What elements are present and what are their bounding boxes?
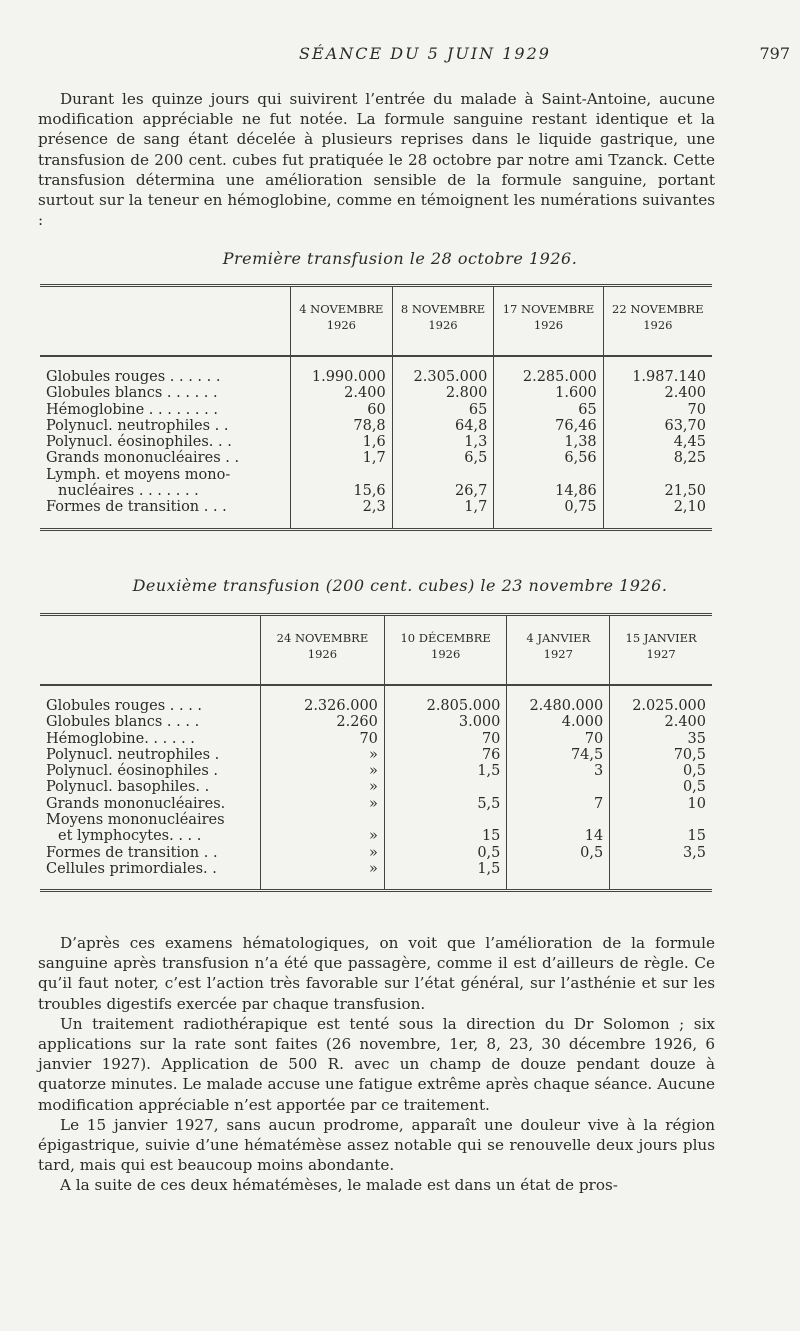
cell-value — [392, 467, 494, 483]
cell-value: 0,5 — [384, 845, 507, 861]
table-row — [40, 779, 712, 795]
cell-value: 0,5 — [610, 763, 712, 779]
cell-value — [507, 861, 610, 877]
cell-value: 6,5 — [392, 450, 494, 466]
table2-col-header — [610, 615, 712, 686]
table-spacer — [40, 685, 712, 698]
row-label: Globules blancs . . . . . . — [46, 385, 218, 402]
cell-value: 1,7 — [291, 450, 393, 466]
intro-paragraph — [38, 89, 715, 230]
cell-value: 2.800 — [392, 385, 494, 401]
table-row — [40, 845, 712, 861]
table-first-transfusion — [40, 284, 712, 531]
cell-value: 10 — [610, 796, 712, 812]
table-row — [40, 731, 712, 747]
cell-value — [494, 467, 603, 483]
col-date: 10 DÉCEMBRE — [400, 631, 491, 645]
cell-value: 60 — [291, 402, 393, 418]
table-row — [40, 747, 712, 763]
table-row — [40, 434, 712, 450]
paragraph: Le 15 janvier 1927, sans aucun prodrome, apparaît une douleur vive à la région épigastrique, suivie d’une hématémèse assez notable qui se renouvelle deux jours plus tard, mais qui est beaucoup moins abondante. — [38, 1115, 715, 1175]
col-year: 1926 — [428, 318, 458, 332]
page-header — [60, 44, 790, 66]
cell-value: » — [261, 779, 385, 795]
intro-text: Durant les quinze jours qui suivirent l’entrée du malade à Saint-Antoine, aucune modification appréciable ne fut notée. La formule sanguine restant identique et la présence de sang étant décelée à plusieurs reprises dans le liquide gastrique, une transfusion de 200 cent. cubes fut pratiquée le 28 octobre par notre ami Tzanck. Cette transfusion détermina une amélioration sensible de la formule sanguine, portant surtout sur la teneur en hémoglobine, comme en témoignent les numérations suivantes : — [38, 90, 715, 230]
row-label: Polynucl. éosinophiles. . . — [46, 434, 232, 451]
row-label: Globules rouges . . . . . . — [46, 369, 221, 385]
col-date: 22 NOVEMBRE — [612, 302, 704, 316]
col-date: 24 NOVEMBRE — [276, 631, 369, 645]
table1-col-header — [603, 286, 712, 357]
cell-value: 15,6 — [291, 483, 393, 499]
table2-body — [40, 685, 712, 891]
row-label: Hémoglobine . . . . . . . . — [46, 401, 218, 418]
row-label: nucléaires . . . . . . . — [58, 483, 199, 500]
cell-value — [384, 812, 507, 828]
cell-value: 76 — [384, 747, 507, 763]
cell-value: 2.805.000 — [384, 698, 507, 714]
col-year: 1927 — [646, 647, 676, 661]
cell-value: 15 — [610, 828, 712, 844]
table1-col-header — [392, 286, 494, 357]
cell-value: 7 — [507, 796, 610, 812]
table-row — [40, 828, 712, 844]
closing-paragraphs — [38, 933, 715, 1196]
col-year: 1927 — [543, 647, 573, 661]
row-label: Globules rouges . . . . — [46, 698, 203, 714]
table-row — [40, 796, 712, 812]
cell-value: 21,50 — [603, 483, 712, 499]
col-year: 1926 — [643, 318, 673, 332]
cell-value: 2.400 — [603, 385, 712, 401]
row-label: Polynucl. basophiles. . — [46, 779, 210, 796]
row-label: Polynucl. neutrophiles . — [46, 746, 220, 763]
cell-value: 2.480.000 — [507, 698, 610, 714]
cell-value: 1.990.000 — [291, 369, 393, 385]
col-date: 4 NOVEMBRE — [299, 302, 384, 316]
cell-value: 1,6 — [291, 434, 393, 450]
table2-header-blank — [40, 615, 261, 686]
table-row — [40, 763, 712, 779]
cell-value: 2.400 — [610, 714, 712, 730]
cell-value: 70 — [507, 731, 610, 747]
col-year: 1926 — [431, 647, 461, 661]
table-row — [40, 499, 712, 515]
running-title: SÉANCE DU 5 JUIN 1929 — [299, 44, 551, 63]
cell-value: 0,5 — [610, 779, 712, 795]
cell-value: 65 — [392, 402, 494, 418]
table-spacer — [40, 356, 712, 369]
cell-value: 1.600 — [494, 385, 603, 401]
cell-value: 1,7 — [392, 499, 494, 515]
table2-col-header — [507, 615, 610, 686]
table-spacer — [40, 516, 712, 530]
cell-value: » — [261, 747, 385, 763]
cell-value: 78,8 — [291, 418, 393, 434]
cell-value: 2.326.000 — [261, 698, 385, 714]
row-label: Cellules primordiales. . — [46, 860, 217, 877]
cell-value: 76,46 — [494, 418, 603, 434]
table-row — [40, 385, 712, 401]
cell-value: 8,25 — [603, 450, 712, 466]
cell-value: 5,5 — [384, 796, 507, 812]
table1-caption: Première transfusion le 28 octobre 1926. — [222, 249, 578, 268]
cell-value — [603, 467, 712, 483]
cell-value: 2.400 — [291, 385, 393, 401]
cell-value: 63,70 — [603, 418, 712, 434]
cell-value: 2.305.000 — [392, 369, 494, 385]
cell-value: 3.000 — [384, 714, 507, 730]
cell-value: 2.285.000 — [494, 369, 603, 385]
table2-col-header — [384, 615, 507, 686]
page-number: 797 — [759, 44, 790, 63]
col-date: 4 JANVIER — [526, 631, 591, 645]
cell-value: 1.987.140 — [603, 369, 712, 385]
cell-value — [507, 812, 610, 828]
row-label: Lymph. et moyens mono- — [46, 466, 231, 483]
cell-value: 74,5 — [507, 747, 610, 763]
table-row — [40, 369, 712, 385]
table2-header-row — [40, 615, 712, 686]
cell-value — [291, 467, 393, 483]
cell-value: 70,5 — [610, 747, 712, 763]
table2-caption: Deuxième transfusion (200 cent. cubes) le 23 novembre 1926. — [132, 576, 668, 595]
cell-value: 4,45 — [603, 434, 712, 450]
row-label: Formes de transition . . — [46, 844, 218, 861]
table1-header-blank — [40, 286, 291, 357]
cell-value: 70 — [603, 402, 712, 418]
cell-value: 1,5 — [384, 763, 507, 779]
table-row — [40, 402, 712, 418]
cell-value: » — [261, 845, 385, 861]
cell-value — [610, 812, 712, 828]
cell-value: 70 — [261, 731, 385, 747]
cell-value: 4.000 — [507, 714, 610, 730]
cell-value: 0,5 — [507, 845, 610, 861]
cell-value: 3,5 — [610, 845, 712, 861]
paragraph: Un traitement radiothérapique est tenté sous la direction du Dr Solomon ; six applications sur la rate sont faites (26 novembre, 1er, 8, 23, 30 décembre 1926, 6 janvier 1927). Application de 500 R. avec un champ de douze pendant douze à quatorze minutes. Le malade accuse une fatigue extrême après chaque séance. Aucune modification appréciable n’est apportée par ce traitement. — [38, 1014, 715, 1114]
row-label: Polynucl. éosinophiles . — [46, 763, 218, 780]
col-date: 17 NOVEMBRE — [502, 302, 595, 316]
cell-value: 3 — [507, 763, 610, 779]
table2-col-header — [261, 615, 385, 686]
row-label: Formes de transition . . . — [46, 499, 227, 516]
row-label: Polynucl. neutrophiles . . — [46, 417, 229, 434]
cell-value: 2,3 — [291, 499, 393, 515]
table1-header-row — [40, 286, 712, 357]
row-label: Grands mononucléaires. — [46, 795, 226, 812]
col-year: 1926 — [533, 318, 564, 332]
cell-value: 64,8 — [392, 418, 494, 434]
cell-value — [610, 861, 712, 877]
cell-value — [261, 812, 385, 828]
cell-value: 2,10 — [603, 499, 712, 515]
cell-value: 6,56 — [494, 450, 603, 466]
table-row — [40, 714, 712, 730]
cell-value: » — [261, 763, 385, 779]
cell-value: » — [261, 861, 385, 877]
table-row — [40, 467, 712, 483]
table-spacer — [40, 877, 712, 891]
cell-value: 14 — [507, 828, 610, 844]
cell-value: 2.025.000 — [610, 698, 712, 714]
paragraph: D’après ces examens hématologiques, on voit que l’amélioration de la formule sanguine après transfusion n’a été que passagère, comme il est d’ailleurs de règle. Ce qu’il faut noter, c’est l’action très favorable sur l’état général, sur l’asthénie et sur les troubles digestifs exercée par chaque transfusion. — [38, 934, 715, 1013]
cell-value: 1,3 — [392, 434, 494, 450]
cell-value: 1,5 — [384, 861, 507, 877]
row-label: Hémoglobine. . . . . . — [46, 730, 195, 747]
table-row — [40, 483, 712, 499]
cell-value: 35 — [610, 731, 712, 747]
cell-value: 1,38 — [494, 434, 603, 450]
cell-value: 70 — [384, 731, 507, 747]
table1-col-header — [494, 286, 603, 357]
cell-value: » — [261, 828, 385, 844]
cell-value: » — [261, 796, 385, 812]
table1-col-header — [291, 286, 393, 357]
table-row — [40, 812, 712, 828]
table-row — [40, 698, 712, 714]
row-label: Moyens mononucléaires — [46, 812, 225, 829]
col-date: 8 NOVEMBRE — [400, 302, 486, 316]
row-label: et lymphocytes. . . . — [58, 828, 202, 845]
table1-body — [40, 356, 712, 529]
table-second-transfusion — [40, 613, 712, 892]
col-year: 1926 — [307, 647, 338, 661]
cell-value: 14,86 — [494, 483, 603, 499]
paragraph: A la suite de ces deux hématémèses, le malade est dans un état de pros- — [60, 1176, 618, 1195]
table-row — [40, 418, 712, 434]
cell-value: 15 — [384, 828, 507, 844]
row-label: Grands mononucléaires . . — [46, 450, 240, 467]
cell-value: 0,75 — [494, 499, 603, 515]
col-year: 1926 — [326, 318, 356, 332]
cell-value — [384, 779, 507, 795]
cell-value: 65 — [494, 402, 603, 418]
row-label: Globules blancs . . . . — [46, 714, 200, 731]
cell-value: 26,7 — [392, 483, 494, 499]
col-date: 15 JANVIER — [625, 631, 697, 645]
cell-value: 2.260 — [261, 714, 385, 730]
cell-value — [507, 779, 610, 795]
table-row — [40, 861, 712, 877]
table-row — [40, 450, 712, 466]
